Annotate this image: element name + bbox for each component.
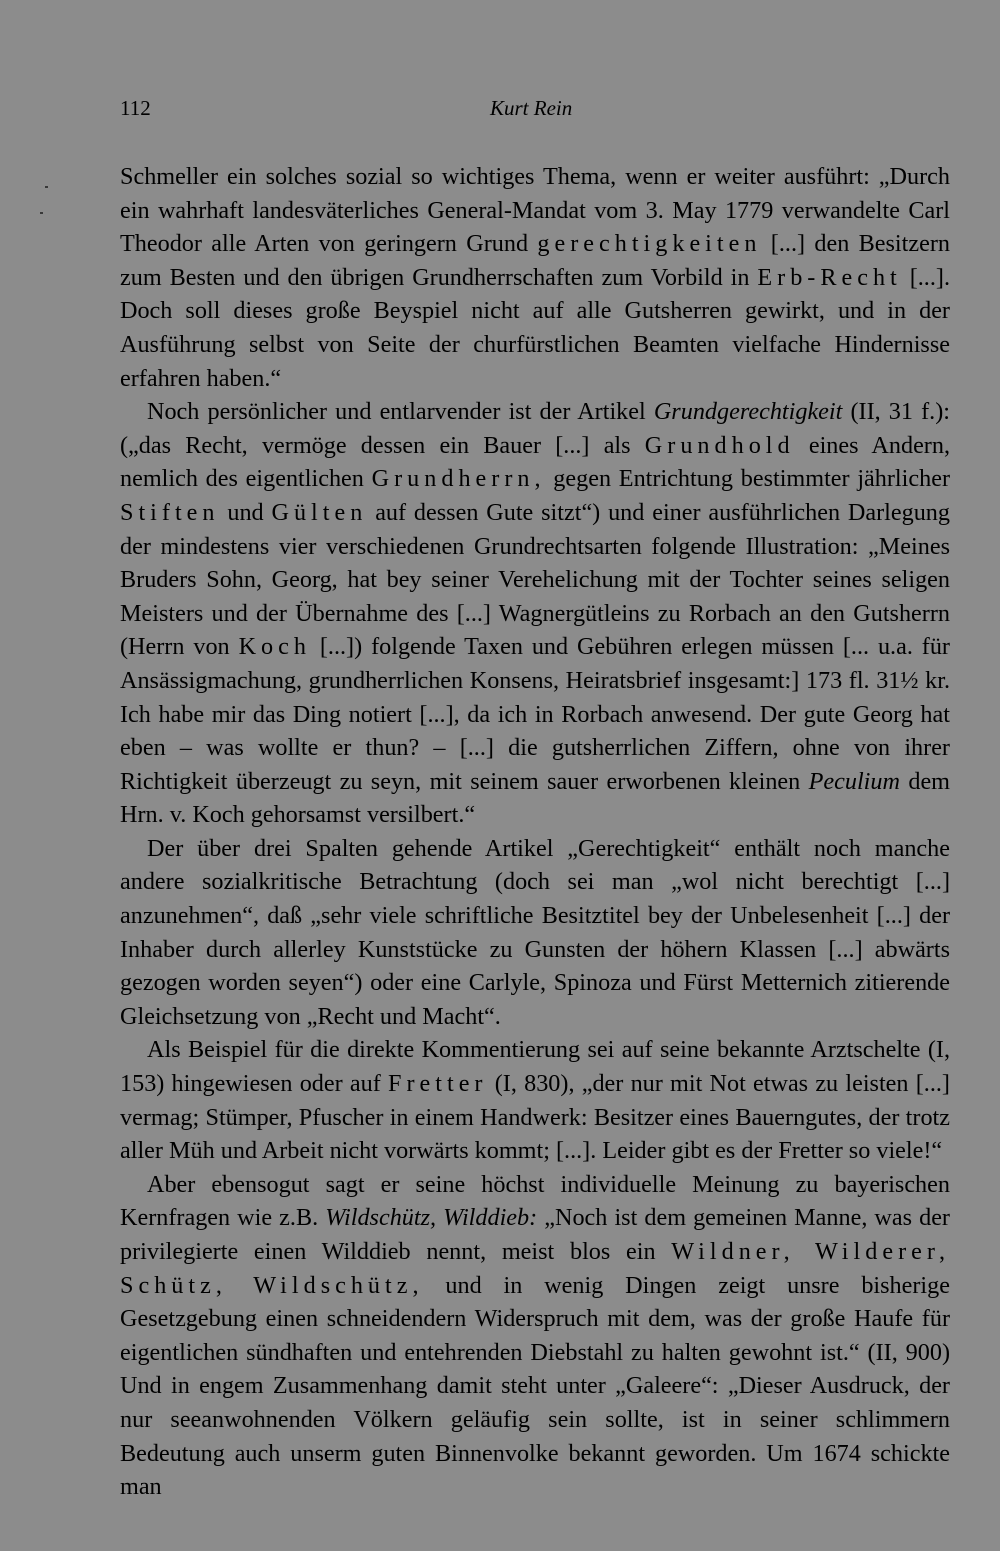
spaced-text: Stiften bbox=[120, 498, 220, 526]
text-run: und in wenig Dingen zeigt unsre bisherige Gesetzgebung einen schneidendern Widerspruch mit dem, was der große Haufe für eigentlichen sündhaften und entehrenden Diebstahl zu halten gewohnt ist.“ (II, 900) Und in engem Zusammenhang damit steht unter „Galeere“: „Dieser Ausdruck, der nur seeanwohnenden Völkern geläufig sein sollte, ist in seiner schlimmern Bedeutung auch unserm guten Binnenvolke bekannt geworden. Um 1674 schickte man bbox=[120, 1271, 950, 1501]
text-run: auf dessen Gute sitzt“) und einer ausführlichen Darlegung der mindestens vier verschiedenen Grundrechtsarten folgende Illustration: „Meines Bruders Sohn, Georg, hat bey seiner Verehelichung mit der Tochter seines seligen Meisters und der Übernahme des [...] Wagnergütleins zu Rorbach an den Gutsherrn (Herrn von bbox=[120, 498, 950, 661]
text-run: gegen Entrichtung bestimmter jährlicher bbox=[545, 465, 950, 493]
text-run: „Noch ist dem gemeinen Manne, was der privilegierte einen Wilddieb nennt, meist blos ein bbox=[120, 1204, 950, 1265]
text-run: dem Hrn. v. Koch gehorsamst versilbert.“ bbox=[120, 767, 950, 829]
italic-text: Wildschütz, Wilddieb: bbox=[325, 1204, 538, 1232]
text-run: [...] den Besitzern zum Besten und den übrigen Grundherrschaften zum Vorbild in bbox=[120, 230, 950, 291]
paragraph bbox=[120, 832, 950, 1034]
text-run: und bbox=[219, 498, 272, 526]
italic-text: Peculium bbox=[808, 767, 900, 795]
spaced-text: Erb-Recht bbox=[757, 263, 902, 291]
paragraph bbox=[120, 1168, 950, 1504]
spaced-text: Gülten bbox=[271, 498, 368, 526]
text-run: (I, 830), „der nur mit Not etwas zu leisten [...] vermag; Stümper, Pfuscher in einem Handwerk: Besitzer eines Bauerngutes, der trotz aller Müh und Arbeit nicht vorwärts kommt; [...]. Leider gibt es der Fretter so viele!“ bbox=[120, 1070, 950, 1165]
scan-speck bbox=[45, 186, 48, 188]
text-run: Der über drei Spalten gehende Artikel „Gerechtigkeit“ enthält noch manche andere sozialkritische Betrachtung (doch sei man „wol nicht berechtigt [...] anzunehmen“, daß „sehr viele schriftliche Besitztitel bey der Unbelesenheit [...] der Inhaber durch allerley Kunststücke zu Gunsten der höhern Klassen [...] abwärts gezogen worden seyen“) oder eine Carlyle, Spinoza und Fürst Metternich zitierende Gleichsetzung von „Recht und Macht“. bbox=[120, 834, 950, 1030]
text-run: (II, 31 f.): („das Recht, vermöge dessen ein Bauer [...] als bbox=[120, 398, 950, 459]
running-head: Kurt Rein bbox=[490, 96, 573, 120]
text-run: Als Beispiel für die direkte Kommentierung sei auf seine bekannte Arztschelte (I, 153) hingewiesen oder auf bbox=[120, 1036, 950, 1098]
paragraph bbox=[120, 395, 950, 832]
body-text bbox=[120, 160, 950, 1504]
paragraph bbox=[120, 160, 950, 395]
scan-speck bbox=[40, 212, 43, 214]
spaced-text: Fretter bbox=[388, 1070, 488, 1098]
spaced-text: gerechtigkeiten bbox=[537, 230, 762, 258]
page-number: 112 bbox=[120, 96, 151, 120]
text-run: Noch persönlicher und entlarvender ist der Artikel bbox=[147, 398, 654, 426]
text-run: [...]) folgende Taxen und Gebühren erlegen müssen [... u.a. für Ansässigmachung, grundherrlichen Konsens, Heiratsbrief insgesamt:] 173 fl. 31½ kr. Ich habe mir das Ding notiert [...], da ich in Rorbach anwesend. Der gute Georg hat eben – was wollte er thun? – [...] die gutsherrlichen Ziffern, ohne von ihrer Richtigkeit überzeugt zu seyn, mit seinem sauer erworbenen kleinen bbox=[120, 633, 950, 795]
text-run: [...]. Doch soll dieses große Beyspiel nicht auf alle Gutsherren gewirkt, und in der Ausführung selbst von Seite der churfürstlichen Beamten vielfache Hindernisse erfahren haben.“ bbox=[120, 263, 951, 392]
paragraph bbox=[120, 1033, 950, 1167]
text-run: eines Andern, nemlich des eigentlichen bbox=[120, 431, 950, 493]
spaced-text: Grundherrn, bbox=[371, 465, 546, 493]
spaced-text: Koch bbox=[238, 633, 311, 661]
spaced-text: Wildner, Wilderer, Schütz, Wildschütz, bbox=[120, 1238, 950, 1299]
text-run: Aber ebensogut sagt er seine höchst individuelle Meinung zu bayerischen Kernfragen wie z.B. bbox=[120, 1170, 950, 1232]
text-run: Schmeller ein solches sozial so wichtiges Thema, wenn er weiter ausführt: „Durch ein wahrhaft landesväterliches General-Mandat vom 3. May 1779 verwandelte Carl Theodor alle Arten von geringern Grund bbox=[120, 163, 950, 258]
page-header bbox=[120, 96, 950, 128]
spaced-text: Grundhold bbox=[644, 431, 795, 459]
italic-text: Grundgerechtigkeit bbox=[653, 398, 843, 426]
